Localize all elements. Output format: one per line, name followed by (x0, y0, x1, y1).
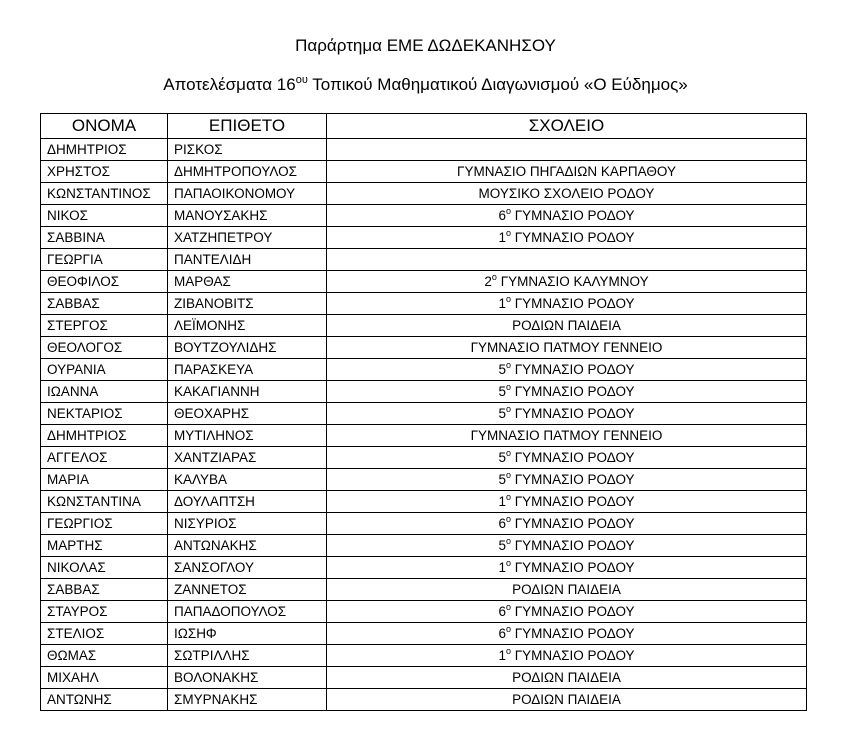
school-cell (327, 161, 807, 183)
school-number: 5 (498, 538, 506, 553)
last-name-cell: ΒΟΛΟΝΑΚΗΣ (168, 667, 327, 689)
school-name: ΡΟΔΙΩΝ ΠΑΙΔΕΙΑ (512, 692, 621, 707)
first-name-cell: ΑΝΤΩΝΗΣ (41, 689, 168, 711)
school-cell (327, 139, 807, 161)
school-cell (327, 667, 807, 689)
last-name-cell: ΑΝΤΩΝΑΚΗΣ (168, 535, 327, 557)
school-number-superscript: ο (505, 448, 511, 458)
last-name-cell: ΣΑΝΣΟΓΛΟΥ (168, 557, 327, 579)
school-number: 6 (498, 208, 506, 223)
school-name: ΓΥΜΝΑΣΙΟ ΡΟΔΟΥ (510, 296, 635, 311)
last-name-cell: ΣΜΥΡΝΑΚΗΣ (168, 689, 327, 711)
first-name-cell: ΚΩΝΣΤΑΝΤΙΝΑ (41, 491, 168, 513)
school-name: ΓΥΜΝΑΣΙΟ ΡΟΔΟΥ (510, 362, 635, 377)
first-name-cell: ΧΡΗΣΤΟΣ (41, 161, 168, 183)
school-name: ΓΥΜΝΑΣΙΟ ΡΟΔΟΥ (510, 208, 635, 223)
last-name-cell: ΜΑΡΘΑΣ (168, 271, 327, 293)
school-number-superscript: ο (505, 558, 511, 568)
results-title-superscript: ου (295, 74, 308, 86)
school-cell (327, 249, 807, 271)
first-name-cell: ΜΙΧΑΗΛ (41, 667, 168, 689)
first-name-cell: ΝΙΚΟΣ (41, 205, 168, 227)
table-row (41, 689, 807, 711)
table-row (41, 513, 807, 535)
last-name-cell: ΡΙΣΚΟΣ (168, 139, 327, 161)
school-name: ΓΥΜΝΑΣΙΟ ΡΟΔΟΥ (510, 230, 635, 245)
last-name-cell: ΚΑΛΥΒΑ (168, 469, 327, 491)
first-name-cell: ΣΤΑΥΡΟΣ (41, 601, 168, 623)
school-cell (327, 491, 807, 513)
first-name-cell: ΜΑΡΤΗΣ (41, 535, 168, 557)
last-name-cell: ΠΑΡΑΣΚΕΥΑ (168, 359, 327, 381)
school-name: ΓΥΜΝΑΣΙΟ ΡΟΔΟΥ (510, 472, 635, 487)
school-name: ΓΥΜΝΑΣΙΟ ΡΟΔΟΥ (510, 406, 635, 421)
results-title-before: Αποτελέσματα 16 (163, 75, 296, 94)
school-cell (327, 271, 807, 293)
table-row (41, 227, 807, 249)
first-name-cell: ΔΗΜΗΤΡΙΟΣ (41, 139, 168, 161)
first-name-cell: ΣΑΒΒΙΝΑ (41, 227, 168, 249)
table-row (41, 359, 807, 381)
first-name-cell: ΔΗΜΗΤΡΙΟΣ (41, 425, 168, 447)
school-cell (327, 557, 807, 579)
last-name-cell: ΧΑΤΖΗΠΕΤΡΟΥ (168, 227, 327, 249)
school-name: ΡΟΔΙΩΝ ΠΑΙΔΕΙΑ (512, 318, 621, 333)
first-name-cell: ΝΕΚΤΑΡΙΟΣ (41, 403, 168, 425)
school-number: 5 (498, 450, 506, 465)
first-name-cell: ΣΑΒΒΑΣ (41, 293, 168, 315)
last-name-cell: ΣΩΤΡΙΛΛΗΣ (168, 645, 327, 667)
table-row (41, 337, 807, 359)
last-name-cell: ΘΕΟΧΑΡΗΣ (168, 403, 327, 425)
school-cell (327, 645, 807, 667)
last-name-cell: ΙΩΣΗΦ (168, 623, 327, 645)
school-name: ΓΥΜΝΑΣΙΟ ΡΟΔΟΥ (510, 494, 635, 509)
school-cell (327, 425, 807, 447)
last-name-cell: ΚΑΚΑΓΙΑΝΝΗ (168, 381, 327, 403)
last-name-cell: ΠΑΝΤΕΛΙΔΗ (168, 249, 327, 271)
school-name: ΜΟΥΣΙΚΟ ΣΧΟΛΕΙΟ ΡΟΔΟΥ (478, 186, 655, 201)
results-title-after: Τοπικού Μαθηματικού Διαγωνισμού «Ο Εύδημος» (307, 75, 688, 94)
last-name-cell: ΝΙΣΥΡΙΟΣ (168, 513, 327, 535)
table-row (41, 205, 807, 227)
school-number-superscript: ο (505, 624, 511, 634)
table-row (41, 381, 807, 403)
table-row (41, 601, 807, 623)
school-number-superscript: ο (505, 228, 511, 238)
last-name-cell: ΜΑΝΟΥΣΑΚΗΣ (168, 205, 327, 227)
school-cell (327, 689, 807, 711)
branch-title-text: Παράρτημα ΕΜΕ ΔΩΔΕΚΑΝΗΣΟΥ (295, 36, 556, 55)
first-name-cell: ΜΑΡΙΑ (41, 469, 168, 491)
school-name: ΓΥΜΝΑΣΙΟ ΡΟΔΟΥ (510, 626, 635, 641)
school-number-superscript: ο (505, 536, 511, 546)
school-cell (327, 513, 807, 535)
first-name-cell: ΝΙΚΟΛΑΣ (41, 557, 168, 579)
first-name-cell: ΘΕΟΛΟΓΟΣ (41, 337, 168, 359)
school-number-superscript: ο (505, 470, 511, 480)
first-name-cell: ΙΩΑΝΝΑ (41, 381, 168, 403)
school-cell (327, 227, 807, 249)
last-name-cell: ΔΟΥΛΑΠΤΣΗ (168, 491, 327, 513)
first-name-cell: ΣΤΕΛΙΟΣ (41, 623, 168, 645)
school-name: ΓΥΜΝΑΣΙΟ ΡΟΔΟΥ (510, 604, 635, 619)
school-cell (327, 579, 807, 601)
school-number: 5 (498, 406, 506, 421)
last-name-cell: ΧΑΝΤΖΙΑΡΑΣ (168, 447, 327, 469)
school-number: 5 (498, 472, 506, 487)
school-cell (327, 469, 807, 491)
table-row (41, 623, 807, 645)
school-number-superscript: ο (505, 360, 511, 370)
last-name-cell: ΜΥΤΙΛΗΝΟΣ (168, 425, 327, 447)
school-number: 1 (498, 296, 506, 311)
school-cell (327, 293, 807, 315)
first-name-cell: ΘΩΜΑΣ (41, 645, 168, 667)
first-name-cell: ΣΑΒΒΑΣ (41, 579, 168, 601)
table-row (41, 271, 807, 293)
school-cell (327, 447, 807, 469)
table-row (41, 425, 807, 447)
table-row (41, 249, 807, 271)
school-number-superscript: ο (505, 382, 511, 392)
school-number: 6 (498, 516, 506, 531)
school-number-superscript: ο (505, 206, 511, 216)
table-row (41, 183, 807, 205)
table-row (41, 557, 807, 579)
school-cell (327, 337, 807, 359)
school-number: 1 (498, 494, 506, 509)
school-name: ΓΥΜΝΑΣΙΟ ΠΑΤΜΟΥ ΓΕΝΝΕΙΟ (470, 428, 663, 443)
table-body (41, 139, 807, 711)
school-number-superscript: ο (505, 646, 511, 656)
first-name-cell: ΓΕΩΡΓΙΟΣ (41, 513, 168, 535)
column-header-last-name: ΕΠΙΘΕΤΟ (168, 114, 327, 139)
school-cell (327, 315, 807, 337)
first-name-cell: ΓΕΩΡΓΙΑ (41, 249, 168, 271)
school-number: 1 (498, 560, 506, 575)
last-name-cell: ΠΑΠΑΟΙΚΟΝΟΜΟΥ (168, 183, 327, 205)
first-name-cell: ΟΥΡΑΝΙΑ (41, 359, 168, 381)
table-row (41, 403, 807, 425)
school-cell (327, 535, 807, 557)
first-name-cell: ΚΩΝΣΤΑΝΤΙΝΟΣ (41, 183, 168, 205)
results-table (40, 113, 807, 711)
last-name-cell: ΔΗΜΗΤΡΟΠΟΥΛΟΣ (168, 161, 327, 183)
school-number: 2 (484, 274, 492, 289)
school-number-superscript: ο (491, 272, 497, 282)
school-number: 5 (498, 362, 506, 377)
school-cell (327, 601, 807, 623)
last-name-cell: ΠΑΠΑΔΟΠΟΥΛΟΣ (168, 601, 327, 623)
school-name: ΓΥΜΝΑΣΙΟ ΚΑΛΥΜΝΟΥ (496, 274, 649, 289)
table-header-row (41, 114, 807, 139)
school-cell (327, 205, 807, 227)
school-name: ΡΟΔΙΩΝ ΠΑΙΔΕΙΑ (512, 582, 621, 597)
school-number-superscript: ο (505, 602, 511, 612)
table-row (41, 447, 807, 469)
school-name: ΓΥΜΝΑΣΙΟ ΡΟΔΟΥ (510, 384, 635, 399)
school-cell (327, 359, 807, 381)
last-name-cell: ΖΙΒΑΝΟΒΙΤΣ (168, 293, 327, 315)
school-number: 6 (498, 626, 506, 641)
table-row (41, 293, 807, 315)
table-row (41, 535, 807, 557)
column-header-first-name: ΟΝΟΜΑ (41, 114, 168, 139)
school-name: ΡΟΔΙΩΝ ΠΑΙΔΕΙΑ (512, 670, 621, 685)
last-name-cell: ΛΕΪΜΟΝΗΣ (168, 315, 327, 337)
table-row (41, 491, 807, 513)
school-number-superscript: ο (505, 492, 511, 502)
school-cell (327, 183, 807, 205)
school-name: ΓΥΜΝΑΣΙΟ ΡΟΔΟΥ (510, 538, 635, 553)
school-number: 6 (498, 604, 506, 619)
school-cell (327, 381, 807, 403)
first-name-cell: ΘΕΟΦΙΛΟΣ (41, 271, 168, 293)
school-name: ΓΥΜΝΑΣΙΟ ΡΟΔΟΥ (510, 560, 635, 575)
column-header-school: ΣΧΟΛΕΙΟ (327, 114, 807, 139)
school-name: ΓΥΜΝΑΣΙΟ ΡΟΔΟΥ (510, 648, 635, 663)
table-row (41, 161, 807, 183)
first-name-cell: ΑΓΓΕΛΟΣ (41, 447, 168, 469)
school-number: 1 (498, 648, 506, 663)
school-name: ΓΥΜΝΑΣΙΟ ΡΟΔΟΥ (510, 516, 635, 531)
first-name-cell: ΣΤΕΡΓΟΣ (41, 315, 168, 337)
school-number: 5 (498, 384, 506, 399)
table-row (41, 667, 807, 689)
table-row (41, 645, 807, 667)
table-row (41, 579, 807, 601)
school-number: 1 (498, 230, 506, 245)
results-title (0, 75, 851, 95)
school-name: ΓΥΜΝΑΣΙΟ ΠΗΓΑΔΙΩΝ ΚΑΡΠΑΘΟΥ (457, 164, 676, 179)
branch-title (0, 36, 851, 56)
last-name-cell: ΒΟΥΤΖΟΥΛΙΔΗΣ (168, 337, 327, 359)
table-row (41, 315, 807, 337)
school-number-superscript: ο (505, 294, 511, 304)
school-number-superscript: ο (505, 404, 511, 414)
school-cell (327, 623, 807, 645)
last-name-cell: ΖΑΝΝΕΤΟΣ (168, 579, 327, 601)
school-number-superscript: ο (505, 514, 511, 524)
table-row (41, 469, 807, 491)
table-row (41, 139, 807, 161)
school-name: ΓΥΜΝΑΣΙΟ ΡΟΔΟΥ (510, 450, 635, 465)
school-cell (327, 403, 807, 425)
school-name: ΓΥΜΝΑΣΙΟ ΠΑΤΜΟΥ ΓΕΝΝΕΙΟ (470, 340, 663, 355)
